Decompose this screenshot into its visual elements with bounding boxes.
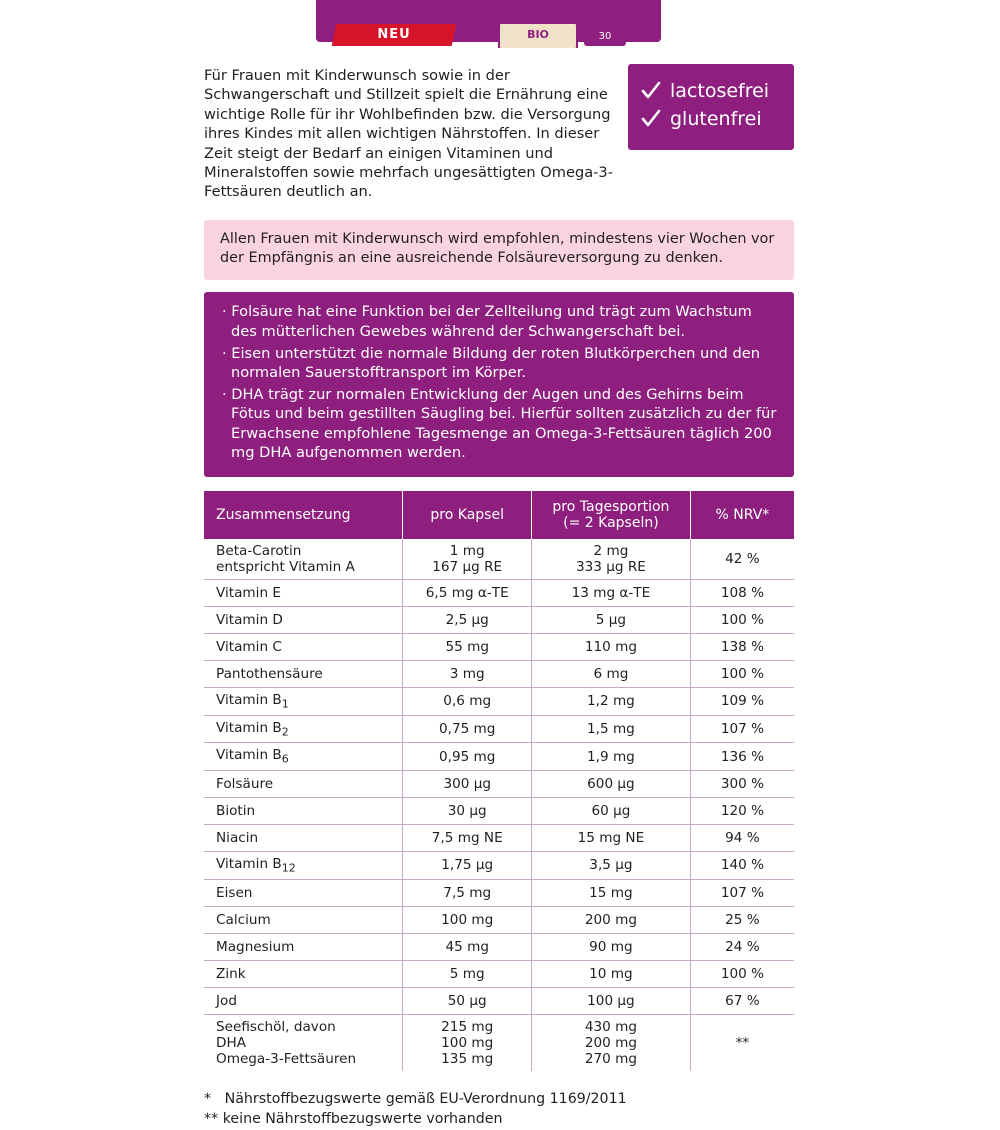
cell-per-capsule-line2: 167 µg RE — [432, 558, 503, 575]
cell-nutrient: Vitamin C — [204, 633, 403, 660]
cell-nutrient: Vitamin D — [204, 606, 403, 633]
header-nrv: % NRV* — [690, 491, 794, 539]
table-body — [204, 539, 794, 1071]
cell-nrv: 108 % — [690, 579, 794, 606]
cell-per-capsule: 6,5 mg α-TE — [403, 579, 532, 606]
cell-nrv: 138 % — [690, 633, 794, 660]
cell-per-capsule-line2: 100 mg — [441, 1034, 494, 1051]
cell-nrv: 120 % — [690, 797, 794, 824]
cell-nutrient — [204, 687, 403, 715]
cell-nrv: 94 % — [690, 824, 794, 851]
table-row — [204, 743, 794, 771]
cell-nutrient — [204, 539, 403, 580]
cell-per-capsule: 45 mg — [403, 933, 532, 960]
table-row — [204, 660, 794, 687]
table-row — [204, 824, 794, 851]
cell-nrv: 300 % — [690, 770, 794, 797]
cell-nutrient-base: Vitamin B — [216, 855, 282, 872]
table-row — [204, 606, 794, 633]
cell-per-day-line2: 333 µg RE — [575, 558, 646, 575]
header-per-capsule: pro Kapsel — [403, 491, 532, 539]
table-row — [204, 987, 794, 1014]
intro-paragraph: Für Frauen mit Kinderwunsch sowie in der Schwangerschaft und Stillzeit spielt die Ernährung eine wichtige Rolle für ihr Wohlbefinden bzw. die Versorgung ihres Kindes mit allen wichtigen Nährstoffen. In dieser Zeit steigt der Bedarf an einigen Vitaminen und Mineralstoffen sowie mehrfach ungesättigten Omega-3-Fettsäuren deutlich an. — [204, 67, 613, 201]
cell-per-capsule: 3 mg — [403, 660, 532, 687]
cell-nutrient-base: Vitamin B — [216, 691, 282, 708]
cell-per-capsule-line1: 1 mg — [449, 542, 485, 559]
cell-nutrient: Biotin — [204, 797, 403, 824]
cell-nrv: 67 % — [690, 987, 794, 1014]
table-row — [204, 633, 794, 660]
cell-nutrient: Jod — [204, 987, 403, 1014]
cell-per-day: 100 µg — [531, 987, 690, 1014]
cell-per-capsule — [403, 539, 532, 580]
nutrition-table — [204, 491, 794, 1071]
cell-per-day: 110 mg — [531, 633, 690, 660]
cell-per-capsule: 100 mg — [403, 906, 532, 933]
cell-nrv: ** — [735, 1034, 750, 1051]
cell-per-capsule: 0,6 mg — [403, 687, 532, 715]
table-row — [204, 539, 794, 580]
cell-nutrient: Vitamin E — [204, 579, 403, 606]
cell-nutrient-line2: entspricht Vitamin A — [216, 558, 355, 575]
cell-per-day: 6 mg — [531, 660, 690, 687]
cell-per-capsule-line1: 215 mg — [441, 1018, 494, 1035]
table-row — [204, 687, 794, 715]
cell-nutrient-line2: DHA — [216, 1034, 246, 1051]
bio-box-label: BIO — [527, 28, 549, 41]
cell-nrv: 24 % — [690, 933, 794, 960]
health-claims-box — [204, 292, 794, 476]
cell-nrv: 140 % — [690, 851, 794, 879]
cell-nutrient — [204, 743, 403, 771]
health-claim: · Eisen unterstützt die normale Bildung der roten Blutkörperchen und den normalen Sauerstofftransport im Körper. — [222, 344, 780, 383]
table-row — [204, 960, 794, 987]
footnote-nrv: * Nährstoffbezugswerte gemäß EU-Verordnung 1169/2011 — [204, 1090, 627, 1107]
right-margin — [794, 0, 1000, 1000]
cell-per-day: 15 mg — [531, 879, 690, 906]
cell-nutrient — [204, 851, 403, 879]
cell-per-capsule: 50 µg — [403, 987, 532, 1014]
folic-acid-note: Allen Frauen mit Kinderwunsch wird empfohlen, mindestens vier Wochen vor der Empfängnis an eine ausreichende Folsäureversorgung zu denken. — [204, 220, 794, 281]
header-per-daily-portion-line1: pro Tagesportion — [552, 498, 670, 515]
table-row — [204, 851, 794, 879]
cell-per-capsule: 0,95 mg — [403, 743, 532, 771]
cell-per-day: 5 µg — [531, 606, 690, 633]
footnotes — [204, 1089, 794, 1130]
cell-per-capsule: 2,5 µg — [403, 606, 532, 633]
cell-per-capsule: 1,75 µg — [403, 851, 532, 879]
cell-nrv: 100 % — [690, 660, 794, 687]
cell-nutrient-base: Vitamin B — [216, 719, 282, 736]
new-flag — [332, 24, 457, 46]
cell-per-capsule: 7,5 mg NE — [403, 824, 532, 851]
count-tab-label: 30 — [598, 31, 612, 42]
left-margin — [0, 0, 186, 1000]
cell-nrv: 107 % — [690, 879, 794, 906]
panel-content — [204, 58, 794, 1130]
cell-nrv: 107 % — [690, 715, 794, 743]
cell-nutrient: Eisen — [204, 879, 403, 906]
cell-per-day: 10 mg — [531, 960, 690, 987]
badge-label: lactosefrei — [670, 80, 770, 102]
table-row — [204, 770, 794, 797]
cell-per-capsule: 300 µg — [403, 770, 532, 797]
footnote-no-nrv: ** keine Nährstoffbezugswerte vorhanden — [204, 1111, 503, 1128]
cell-nutrient-line1: Seefischöl, davon — [216, 1018, 336, 1035]
check-icon — [640, 80, 662, 102]
cell-per-day-line2: 200 mg — [584, 1034, 637, 1051]
cell-per-capsule: 7,5 mg — [403, 879, 532, 906]
cell-per-day: 13 mg α-TE — [531, 579, 690, 606]
cell-nutrient-subscript: 1 — [281, 697, 289, 711]
cell-nrv: 109 % — [690, 687, 794, 715]
cell-per-capsule: 0,75 mg — [403, 715, 532, 743]
cell-per-capsule: 5 mg — [403, 960, 532, 987]
cell-nutrient: Magnesium — [204, 933, 403, 960]
table-row — [204, 906, 794, 933]
top-branding-band — [186, 0, 794, 48]
badge-label: glutenfrei — [670, 108, 762, 130]
table-row — [204, 797, 794, 824]
cell-nutrient: Calcium — [204, 906, 403, 933]
badge-gluten-free — [640, 108, 784, 130]
cell-nutrient-line3: Omega-3-Fettsäuren — [216, 1050, 357, 1067]
cell-per-capsule: 30 µg — [403, 797, 532, 824]
cell-nrv: 100 % — [690, 960, 794, 987]
cell-nutrient-subscript: 12 — [281, 861, 296, 875]
cell-per-day-line1: 2 mg — [593, 542, 629, 559]
cell-per-day — [531, 1014, 690, 1071]
cell-per-day-line3: 270 mg — [584, 1050, 637, 1067]
cell-per-day: 600 µg — [531, 770, 690, 797]
cell-per-day: 200 mg — [531, 906, 690, 933]
count-tab — [584, 28, 626, 46]
health-claim: · Folsäure hat eine Funktion bei der Zellteilung und trägt zum Wachstum des mütterlichen Gewebes während der Schwangerschaft bei. — [222, 302, 780, 341]
cell-per-day: 1,2 mg — [531, 687, 690, 715]
cell-nutrient-line1: Beta-Carotin — [216, 542, 302, 559]
cell-nutrient: Niacin — [204, 824, 403, 851]
cell-nrv: 25 % — [690, 906, 794, 933]
new-flag-label: NEU — [377, 27, 411, 42]
cell-per-day: 1,9 mg — [531, 743, 690, 771]
cell-nutrient — [204, 715, 403, 743]
cell-per-capsule-line3: 135 mg — [441, 1050, 494, 1067]
header-per-daily-portion — [531, 491, 690, 539]
cell-nutrient: Zink — [204, 960, 403, 987]
table-row — [204, 579, 794, 606]
cell-nutrient-subscript: 2 — [281, 725, 289, 739]
cell-nrv: 100 % — [690, 606, 794, 633]
table-row — [204, 933, 794, 960]
cell-nutrient-base: Vitamin B — [216, 747, 282, 764]
cell-nutrient: Folsäure — [204, 770, 403, 797]
table-header-row — [204, 491, 794, 539]
bio-box — [498, 22, 578, 48]
cell-nrv: 136 % — [690, 743, 794, 771]
cell-nutrient: Pantothensäure — [204, 660, 403, 687]
cell-nrv: 42 % — [690, 539, 794, 580]
cell-nutrient — [204, 1014, 403, 1071]
check-icon — [640, 108, 662, 130]
cell-per-day: 3,5 µg — [531, 851, 690, 879]
cell-per-day: 90 mg — [531, 933, 690, 960]
table-row — [204, 879, 794, 906]
cell-per-day — [531, 539, 690, 580]
cell-per-day: 60 µg — [531, 797, 690, 824]
header-per-daily-portion-line2: (= 2 Kapseln) — [563, 514, 659, 531]
free-from-badges — [628, 64, 794, 150]
cell-per-day-line1: 430 mg — [584, 1018, 637, 1035]
table-row — [204, 715, 794, 743]
header-composition: Zusammensetzung — [204, 491, 403, 539]
health-claim: · DHA trägt zur normalen Entwicklung der Augen und des Gehirns beim Fötus und beim gestillten Säugling bei. Hierfür sollten zusätzlich zu der für Erwachsene empfohlene Tagesmenge an Omega-3-Fettsäuren täglich 200 mg DHA aufgenommen werden. — [222, 385, 780, 463]
table-header — [204, 491, 794, 539]
cell-per-day: 15 mg NE — [531, 824, 690, 851]
badge-lactose-free — [640, 80, 784, 102]
table-row — [204, 1014, 794, 1071]
cell-nutrient-subscript: 6 — [281, 752, 289, 766]
cell-per-capsule — [403, 1014, 532, 1071]
intro-row — [204, 58, 794, 202]
cell-per-capsule: 55 mg — [403, 633, 532, 660]
cell-per-day: 1,5 mg — [531, 715, 690, 743]
